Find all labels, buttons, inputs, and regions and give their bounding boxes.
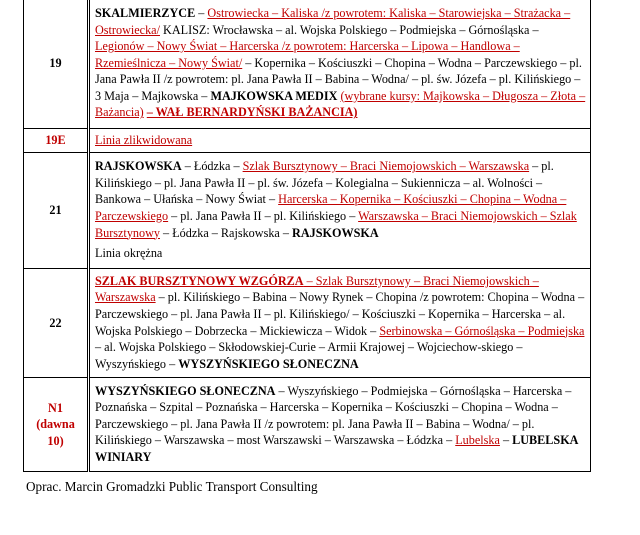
route-segment: WYSZYŃSKIEGO SŁONECZNA [95,383,276,398]
route-segment: Harcerska – Kopernika – Kościuszki – Chopina – Wodna – Parczewskiego [95,192,567,223]
route-number-line: 19 [49,56,62,71]
route-segment: – Wyszyńskiego – Podmiejska – Górnośląska – Harcerska – Poznańska – Szpital – Poznańska – Harcerska – Kopernika – Kościuszki – Chopina – Wodna – Parczewskiego – pl. Jana Pawła II /z powrotem: pl. Jana Pawła II – Babina – Wodna/ – pl. Kilińskiego – Warszawska – most Warszawski – Warszawska – Łódzka – [95,383,572,448]
route-row-19 [24,0,591,129]
route-segment: KALISZ: Wrocławska – al. Wojska Polskiego – Podmiejska – Górnośląska – [159,22,539,37]
route-segment: Szlak Bursztynowy – Braci Niemojowskich – Warszawska [242,159,530,174]
route-description [89,269,591,378]
route-segment: – [195,5,208,20]
route-note: Linia okrężna [95,246,163,261]
route-segment: – Łódzka – [181,159,243,174]
routes-table [23,0,591,472]
route-segment: RAJSKOWSKA [95,159,182,174]
route-number-line: 19E [45,133,66,148]
route-segment: Serbinowska – Górnośląska – Podmiejska [379,323,585,338]
route-number [24,153,89,269]
route-segment: Legionów – Nowy Świat – Harcerska /z powrotem: Harcerska – Lipowa – Handlowa – Rzemieślnicza – Nowy Świat/ [95,39,520,70]
route-number-line: 22 [49,315,62,330]
route-segment: – [499,433,513,448]
route-segment: MAJKOWSKA MEDIX [210,88,338,103]
route-segment: – pl. Kilińskiego – Babina – Nowy Rynek – Chopina /z powrotem: Chopina – Wodna – Parczewskiego – pl. Jana Pawła II – pl. Kilińskiego/ – Kościuszki – Kopernika – Harcerska – al. Wojska Polskiego – Dobrzecka – Mickiewicza – Widok – [95,290,585,338]
route-row-22 [24,269,591,378]
route-segment: LUBELSKA WINIARY [95,433,578,464]
route-number [24,269,89,378]
route-row-19e [24,129,591,153]
route-number-line: 10) [47,433,64,448]
route-number [24,0,89,129]
route-description [89,0,591,129]
author-credit: Oprac. Marcin Gromadzki Public Transport Consulting [26,479,318,494]
route-segment: – pl. Kilińskiego – pl. Jana Pawła II – pl. św. Józefa – Kolegialna – Sukiennicza – al. Wolności – Bankowa – Ułańska – Nowy Świat – [95,159,554,207]
route-segment: – al. Wojska Polskiego – Skłodowskiej-Curie – Armii Krajowej – Wojciechow-skiego – Wyszyńskiego – [95,340,523,371]
route-segment: – Kopernika – Kościuszki – Chopina – Wodna – Parczewskiego – pl. Jana Pawła II /z powrotem: pl. Jana Pawła II – Babina – Wodna/ – pl. św. Józefa – pl. Kilińskiego – 3 Maja – Majkowska – [95,55,582,103]
route-number-line: 21 [49,203,62,218]
route-description [89,378,591,472]
route-segment: SKALMIERZYCE [95,5,196,20]
route-segment: RAJSKOWSKA [292,225,379,240]
route-number-line: N1 [48,400,63,415]
route-row-21 [24,153,591,269]
route-segment: (wybrane kursy: Majkowska – Długosza – Złota – Bażancia) [95,88,586,120]
route-segment: – Szlak Bursztynowy – Braci Niemojowskich – Warszawska [95,273,539,305]
route-segment: Warszawska – Braci Niemojowskich – Szlak Bursztynowy [95,209,577,240]
route-segment: Lubelska [455,433,500,448]
route-number [24,129,89,153]
route-number-line: (dawna [36,417,75,432]
route-segment: SZLAK BURSZTYNOWY WZGÓRZA [95,273,304,288]
route-segment: – Łódzka – Rajskowska – [160,225,293,240]
route-segment: WYSZYŃSKIEGO SŁONECZNA [178,356,359,371]
route-number [24,378,89,472]
route-description [89,129,591,153]
route-segment: Linia zlikwidowana [95,132,193,147]
route-segment: – WAŁ BERNARDYŃSKI BAŻANCIA) [146,105,358,120]
route-segment: Ostrowiecka – Kaliska /z powrotem: Kaliska – Starowiejska – Strażacka – Ostrowiecka/ [95,5,571,37]
route-description [89,153,591,269]
route-row-n1 [24,378,591,472]
route-segment: – pl. Jana Pawła II – pl. Kilińskiego – [168,209,359,223]
